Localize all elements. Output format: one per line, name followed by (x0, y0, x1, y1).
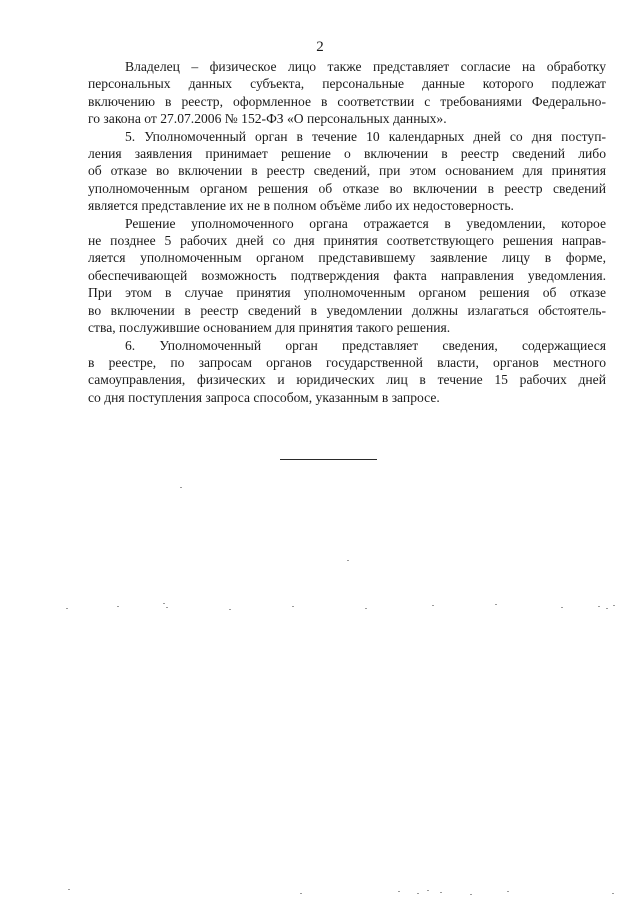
text-line: обеспечивающей возможность подтверждения факта направления уведомления. (88, 267, 606, 283)
scan-speck (470, 894, 472, 895)
text-line: со дня поступления запроса способом, указанным в запросе. (88, 389, 440, 405)
text-line: уполномоченным органом решения об отказе во включении в реестр сведений (88, 180, 606, 196)
text-line: в реестре, по запросам органов государственной власти, органов местного (88, 354, 606, 370)
scan-speck (66, 608, 68, 609)
scan-speck (613, 605, 615, 606)
paragraph-item-6 (88, 337, 606, 407)
text-line: 6. Уполномоченный орган представляет сведения, содержащиеся (125, 337, 606, 353)
scan-speck (612, 893, 614, 894)
scan-speck (427, 890, 429, 891)
text-line: об отказе во включении в реестр сведений, при этом основанием для принятия (88, 163, 606, 179)
scan-speck (347, 560, 349, 561)
document-body (88, 58, 606, 406)
text-line: персональных данных субъекта, персональные данные которого подлежат (88, 76, 606, 92)
scan-speck (163, 603, 165, 604)
paragraph-item-5 (88, 128, 606, 215)
scan-speck (365, 608, 367, 609)
page-number: 2 (316, 39, 324, 55)
text-line: является представление их не в полном объёме либо их недостоверность. (88, 198, 514, 214)
scan-speck (300, 893, 302, 894)
paragraph-notification (88, 215, 606, 337)
scan-speck (561, 607, 563, 608)
scan-speck (417, 893, 419, 894)
text-line: ства, послужившие основанием для принятия такого решения. (88, 320, 451, 336)
text-line: ляется уполномоченным органом представившему заявление лицу в форме, (88, 250, 606, 266)
scan-speck (495, 604, 497, 605)
text-line: самоуправления, физических и юридических лиц в течение 15 рабочих дней (88, 372, 606, 388)
text-line: ления заявления принимает решение о включении в реестр сведений либо (88, 146, 606, 162)
text-line: Владелец – физическое лицо также представляет согласие на обработку (125, 59, 606, 74)
scan-speck (180, 487, 182, 488)
scan-speck (398, 891, 400, 892)
scan-speck (598, 606, 600, 607)
scan-speck (229, 609, 231, 610)
scan-speck (440, 892, 442, 893)
scan-speck (292, 606, 294, 607)
text-line: 5. Уполномоченный орган в течение 10 календарных дней со дня поступ- (125, 128, 606, 144)
text-line: го закона от 27.07.2006 № 152-ФЗ «О персональных данных». (88, 111, 447, 127)
scan-speck (606, 608, 608, 609)
paragraph-consent (88, 58, 606, 128)
text-line: включению в реестр, оформленное в соответствии с требованиями Федерально- (88, 93, 606, 109)
text-line: Решение уполномоченного органа отражается в уведомлении, которое (125, 215, 606, 231)
scan-speck (117, 606, 119, 607)
scan-speck (68, 889, 70, 890)
scan-speck (432, 605, 434, 606)
scan-speck (166, 607, 168, 608)
scan-speck (507, 891, 509, 892)
text-line: При этом в случае принятия уполномоченным органом решения об отказе (88, 285, 606, 301)
text-line: не позднее 5 рабочих дней со дня принятия соответствующего решения направ- (88, 233, 606, 249)
text-line: во включении в реестр сведений в уведомлении должны излагаться обстоятель- (88, 302, 606, 318)
separator-line (280, 459, 377, 460)
